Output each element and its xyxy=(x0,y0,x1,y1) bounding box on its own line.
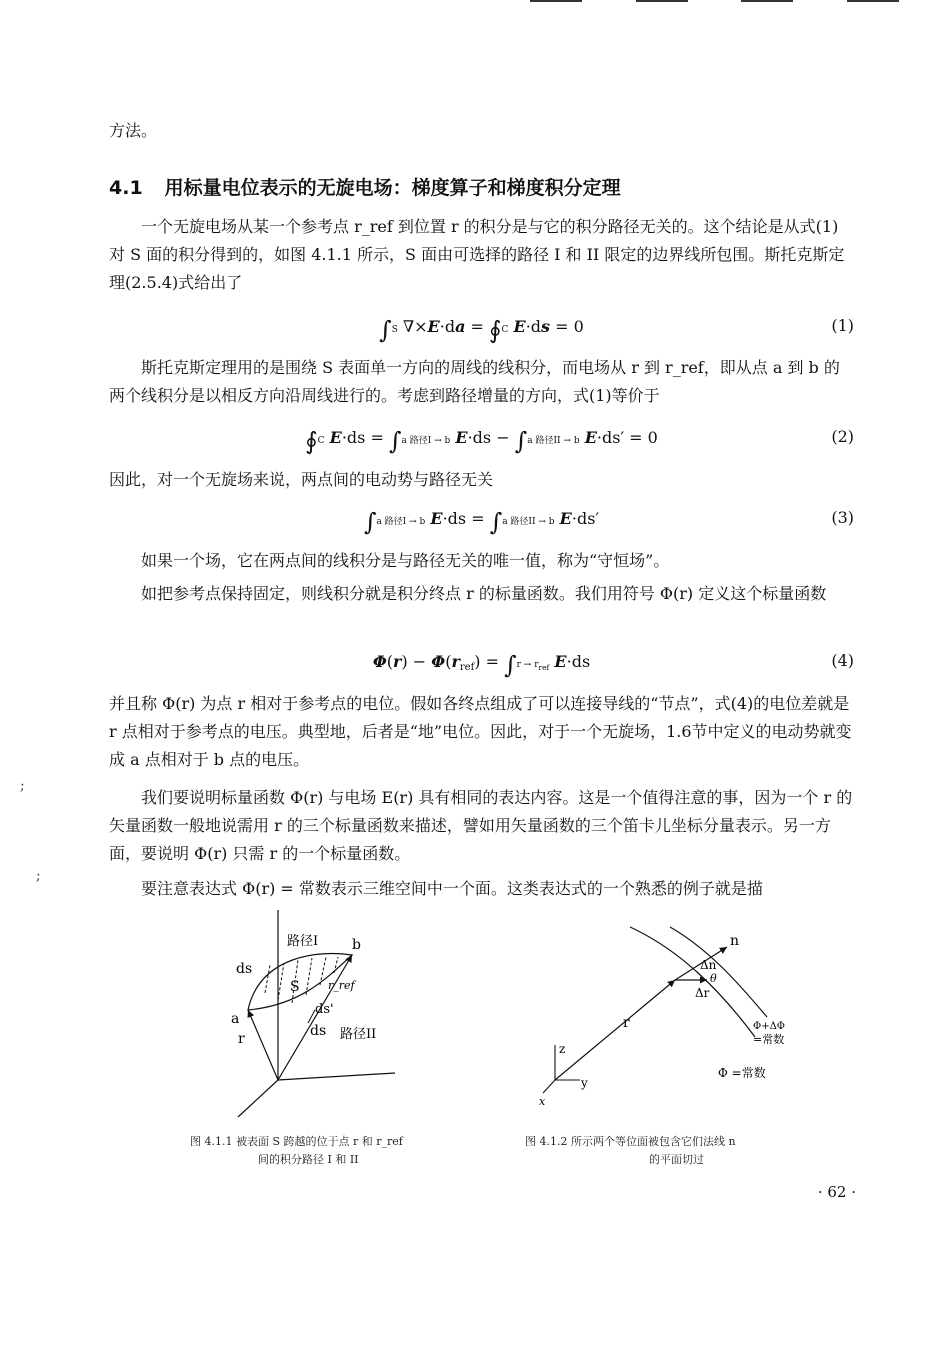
fig2-label: n xyxy=(730,933,740,949)
fig1-label: S xyxy=(290,979,300,995)
x-axis xyxy=(543,1080,555,1093)
position-vector-r xyxy=(248,1010,278,1080)
fig2-caption-line: 图 4.1.2 所示两个等位面被包含它们法线 n xyxy=(525,1135,736,1148)
fig2-label: x xyxy=(539,1095,546,1108)
paragraph-6: 并且称 Φ(r) 为点 r 相对于参考点的电位。假如各终点组成了可以连接导线的“节点”，式(4)的电位差就是 r 点相对于参考点的电压。典型地，后者是“地”电位。因此，对于一个无旋场，1.6节中定义的电动势就变成 a 点相对于 b 点的电压。 xyxy=(109,694,852,769)
paragraph-3: 因此，对一个无旋场来说，两点间的电动势与路径无关 xyxy=(109,470,494,489)
fig2-label: r xyxy=(623,1015,630,1031)
paragraph-2: 斯托克斯定理用的是围绕 S 表面单一方向的周线的线积分，而电场从 r 到 r_ref，即从点 a 到 b 的两个线积分是以相反方向沿周线进行的。考虑到路径增量的方向，式(1)等价于 xyxy=(109,358,840,405)
y-axis xyxy=(278,1073,395,1080)
equation-2: ∮C E·ds = ∫a 路径I → b E·ds − ∫a 路径II → b E·ds′ = 0 (2) xyxy=(305,427,854,455)
fig1-label: b xyxy=(352,937,361,953)
margin-mark: ; xyxy=(20,778,25,794)
fig2-caption xyxy=(525,1133,736,1169)
paragraph-1: 一个无旋电场从某一个参考点 r_ref 到位置 r 的积分是与它的积分路径无关的。这个结论是从式(1)对 S 面的积分得到的，如图 4.1.1 所示，S 面由可选择的路径 I 和 II 限定的边界线所包围。斯托克斯定理(2.5.4)式给出了 xyxy=(109,217,845,292)
figure-4-1-1 xyxy=(220,905,420,1120)
section-title: 用标量电位表示的无旋电场：梯度算子和梯度积分定理 xyxy=(164,177,621,199)
fig1-caption xyxy=(190,1133,403,1169)
equation-3: ∫a 路径I → b E·ds = ∫a 路径II → b E·ds′ (3) xyxy=(363,508,854,536)
position-vector-rref xyxy=(278,955,352,1080)
fig2-label: Φ+ΔΦ xyxy=(753,1021,785,1032)
position-vector-r xyxy=(555,980,675,1080)
equation-number: (3) xyxy=(831,508,854,527)
ds-prime-pointer xyxy=(308,1010,315,1023)
fig2-label: z xyxy=(559,1042,566,1056)
fig2-label: θ xyxy=(710,972,717,985)
equipotential-surface-1 xyxy=(670,927,767,1017)
fig1-label: a xyxy=(231,1011,240,1027)
equation-number: (2) xyxy=(831,427,854,446)
fig1-label: ds xyxy=(310,1023,327,1039)
equation-number: (1) xyxy=(831,316,854,335)
fig2-label: y xyxy=(581,1076,588,1090)
fig2-label: Δn xyxy=(700,958,717,972)
paragraph-7: 我们要说明标量函数 Φ(r) 与电场 E(r) 具有相同的表达内容。这是一个值得注意的事，因为一个 r 的矢量函数一般地说需用 r 的三个标量函数来描述，譬如用矢量函数的三个笛卡儿坐标分量表示。另一方面，要说明 Φ(r) 只需 r 的一个标量函数。 xyxy=(109,788,853,863)
figure-4-1-2 xyxy=(535,925,835,1110)
fig1-label: 路径I xyxy=(287,934,319,949)
fig1-label: r xyxy=(238,1031,245,1047)
page-number: · 62 · xyxy=(817,1183,856,1201)
fig2-label: Φ =常数 xyxy=(718,1066,766,1080)
margin-mark: ; xyxy=(36,868,41,884)
paragraph-8: 要注意表达式 Φ(r) = 常数表示三维空间中一个面。这类表达式的一个熟悉的例子就是描 xyxy=(141,879,763,898)
fig1-label: ds xyxy=(236,961,253,977)
top-rule xyxy=(530,0,582,2)
paragraph-4: 如果一个场，它在两点间的线积分是与路径无关的唯一值，称为“守恒场”。 xyxy=(141,551,670,570)
top-rule xyxy=(636,0,688,2)
fig2-caption-line: 的平面切过 xyxy=(649,1153,704,1166)
x-axis xyxy=(238,1080,278,1117)
fig1-caption-line: 图 4.1.1 被表面 S 跨越的位于点 r 和 r_ref xyxy=(190,1135,403,1148)
top-fragment: 方法。 xyxy=(109,121,158,140)
paragraph-5: 如把参考点保持固定，则线积分就是积分终点 r 的标量函数。我们用符号 Φ(r) 定义这个标量函数 xyxy=(141,584,827,603)
fig1-label: r_ref xyxy=(328,979,355,992)
section-number: 4.1 xyxy=(109,177,143,199)
equation-number: (4) xyxy=(831,651,854,670)
section-heading xyxy=(109,173,621,200)
fig2-label: Δr xyxy=(695,986,710,1000)
fig2-label: =常数 xyxy=(753,1033,785,1046)
top-rule xyxy=(741,0,793,2)
fig1-caption-line: 间的积分路径 I 和 II xyxy=(258,1153,359,1166)
equation-4: $\Phi(r) - \Phi(r_{ref}) = \int r \to r_{ref}$ E·ds (4) xyxy=(372,651,854,679)
equation-1: ∫S ∇×E·da = ∮C E·ds = 0 (1) xyxy=(379,316,854,344)
fig1-label: 路径II xyxy=(340,1027,377,1042)
fig1-label: ds' xyxy=(315,1002,334,1017)
top-rule xyxy=(847,0,899,2)
